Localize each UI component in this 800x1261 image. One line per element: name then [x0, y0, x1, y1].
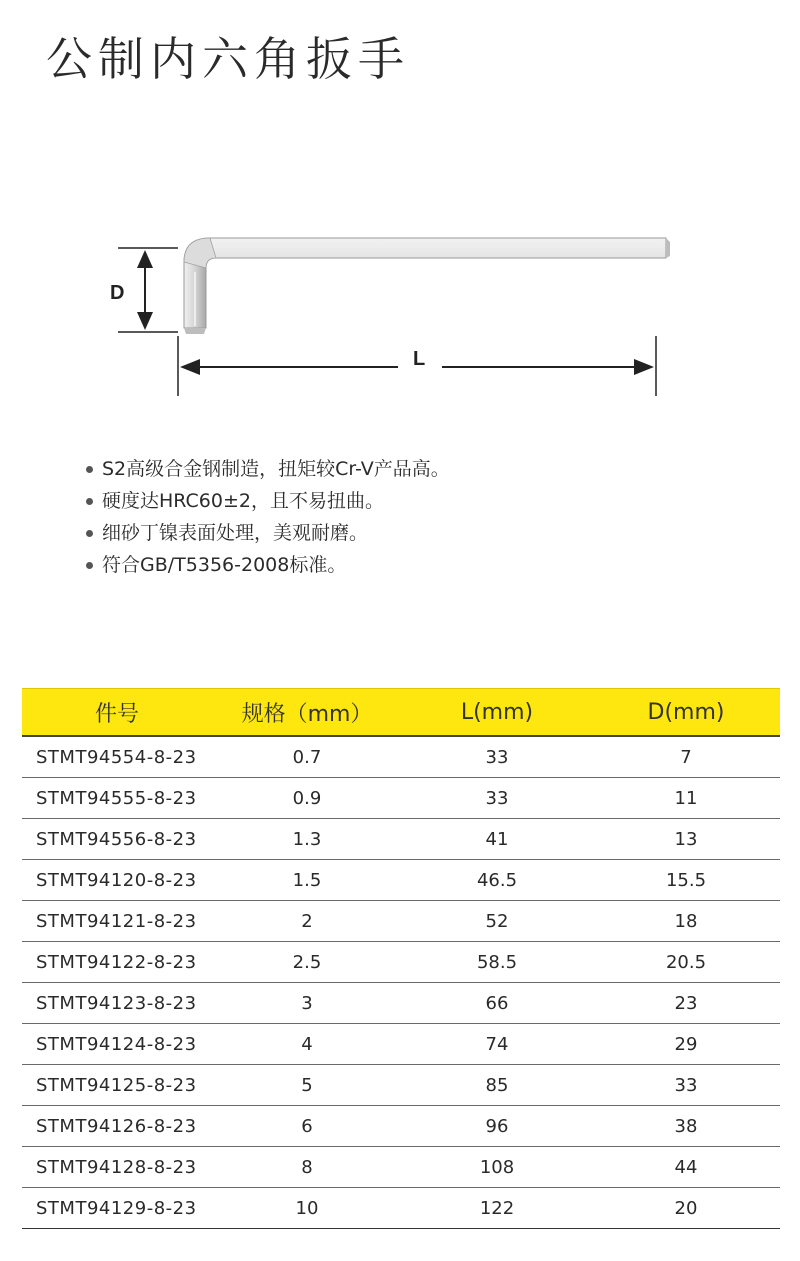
table-row [22, 942, 780, 983]
bullet-icon [86, 466, 93, 473]
page-title: 公制内六角扳手 [46, 32, 410, 86]
feature-item: 细砂丁镍表面处理，美观耐磨。 [84, 517, 450, 549]
cell-diameter: 18 [592, 901, 780, 942]
cell-length: 96 [402, 1106, 592, 1147]
cell-length: 85 [402, 1065, 592, 1106]
spec-table [22, 688, 780, 1229]
table-row [22, 1065, 780, 1106]
cell-size: 10 [212, 1188, 402, 1229]
table-row [22, 736, 780, 778]
dimension-d [110, 248, 178, 332]
cell-size: 0.9 [212, 778, 402, 819]
cell-size: 1.3 [212, 819, 402, 860]
cell-diameter: 20.5 [592, 942, 780, 983]
cell-diameter: 7 [592, 736, 780, 778]
bullet-icon [86, 530, 93, 537]
cell-diameter: 44 [592, 1147, 780, 1188]
cell-size: 4 [212, 1024, 402, 1065]
cell-size: 3 [212, 983, 402, 1024]
cell-length: 33 [402, 736, 592, 778]
table-row [22, 1106, 780, 1147]
cell-diameter: 13 [592, 819, 780, 860]
cell-diameter: 33 [592, 1065, 780, 1106]
table-row [22, 778, 780, 819]
cell-size: 2.5 [212, 942, 402, 983]
cell-length: 58.5 [402, 942, 592, 983]
cell-part-number: STMT94126-8-23 [22, 1106, 212, 1147]
cell-size: 2 [212, 901, 402, 942]
cell-part-number: STMT94554-8-23 [22, 736, 212, 778]
table-header-row [22, 689, 780, 737]
cell-part-number: STMT94125-8-23 [22, 1065, 212, 1106]
feature-list [84, 453, 450, 581]
table-row [22, 983, 780, 1024]
cell-part-number: STMT94124-8-23 [22, 1024, 212, 1065]
cell-length: 33 [402, 778, 592, 819]
cell-length: 66 [402, 983, 592, 1024]
cell-part-number: STMT94556-8-23 [22, 819, 212, 860]
cell-diameter: 11 [592, 778, 780, 819]
cell-length: 52 [402, 901, 592, 942]
bullet-icon [86, 562, 93, 569]
cell-diameter: 15.5 [592, 860, 780, 901]
cell-part-number: STMT94129-8-23 [22, 1188, 212, 1229]
table-row [22, 901, 780, 942]
cell-diameter: 20 [592, 1188, 780, 1229]
cell-part-number: STMT94122-8-23 [22, 942, 212, 983]
cell-part-number: STMT94121-8-23 [22, 901, 212, 942]
hex-key-dimension-diagram [100, 210, 700, 420]
feature-item: S2高级合金钢制造，扭矩较Cr-V产品高。 [84, 453, 450, 485]
cell-length: 122 [402, 1188, 592, 1229]
cell-diameter: 29 [592, 1024, 780, 1065]
cell-size: 1.5 [212, 860, 402, 901]
cell-diameter: 38 [592, 1106, 780, 1147]
cell-length: 108 [402, 1147, 592, 1188]
cell-part-number: STMT94123-8-23 [22, 983, 212, 1024]
cell-diameter: 23 [592, 983, 780, 1024]
cell-size: 6 [212, 1106, 402, 1147]
cell-size: 8 [212, 1147, 402, 1188]
label-l: L [413, 348, 426, 370]
table-row [22, 1188, 780, 1229]
cell-part-number: STMT94120-8-23 [22, 860, 212, 901]
table-body [22, 736, 780, 1229]
header-length: L(mm) [402, 689, 592, 737]
cell-length: 41 [402, 819, 592, 860]
cell-length: 74 [402, 1024, 592, 1065]
header-size: 规格（mm） [212, 689, 402, 737]
hex-key-wrench [184, 238, 670, 334]
label-d: D [110, 282, 125, 304]
table-row [22, 1147, 780, 1188]
header-diameter: D(mm) [592, 689, 780, 737]
header-part-number: 件号 [22, 689, 212, 737]
dimension-l [178, 336, 656, 396]
table-row [22, 860, 780, 901]
cell-size: 5 [212, 1065, 402, 1106]
cell-part-number: STMT94128-8-23 [22, 1147, 212, 1188]
table-row [22, 1024, 780, 1065]
feature-item: 硬度达HRC60±2，且不易扭曲。 [84, 485, 450, 517]
cell-part-number: STMT94555-8-23 [22, 778, 212, 819]
feature-item: 符合GB/T5356-2008标准。 [84, 549, 450, 581]
table-row [22, 819, 780, 860]
bullet-icon [86, 498, 93, 505]
cell-length: 46.5 [402, 860, 592, 901]
cell-size: 0.7 [212, 736, 402, 778]
